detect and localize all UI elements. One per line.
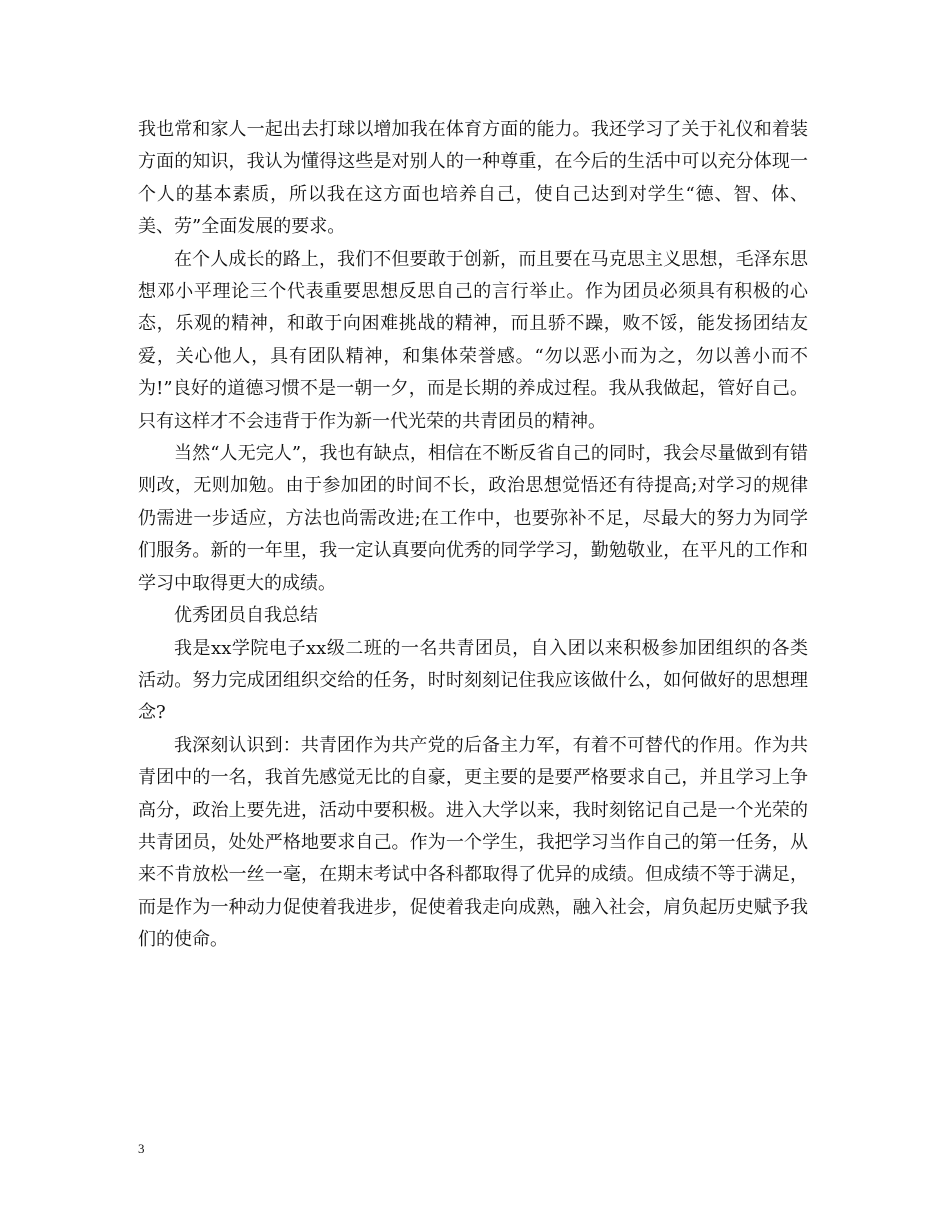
paragraph-shortcomings: 当然“人无完人”，我也有缺点，相信在不断反省自己的同时，我会尽量做到有错则改，无则加勉。由于参加团的时间不长，政治思想觉悟还有待提高;对学习的规律仍需进一步适应，方法也尚需改进;在工作中，也要弥补不足，尽最大的努力为同学们服务。新的一年里，我一定认真要向优秀的同学学习，勤勉敬业，在平凡的工作和学习中取得更大的成绩。 [138, 443, 808, 594]
page-number: 3 [138, 1141, 145, 1156]
paragraph-personal-growth: 在个人成长的路上，我们不但要敢于创新，而且要在马克思主义思想，毛泽东思想邓小平理论三个代表重要思想反思自己的言行举止。作为团员必须具有积极的心态，乐观的精神，和敢于向困难挑战的精神，而且骄不躁，败不馁，能发扬团结友爱，关心他人，具有团队精神，和集体荣誉感。“勿以恶小而为之，勿以善小而不为!”良好的道德习惯不是一朝一夕，而是长期的养成过程。我从我做起，管好自己。只有这样才不会违背于作为新一代光荣的共青团员的精神。 [138, 248, 808, 432]
document-body [138, 114, 808, 957]
paragraph-understanding: 我深刻认识到：共青团作为共产党的后备主力军，有着不可替代的作用。作为共青团中的一名，我首先感觉无比的自豪，更主要的是要严格要求自己，并且学习上争高分，政治上要先进，活动中要积极。进入大学以来，我时刻铭记自己是一个光荣的共青团员，处处严格地要求自己。作为一个学生，我把学习当作自己的第一任务，从来不肯放松一丝一毫，在期末考试中各科都取得了优异的成绩。但成绩不等于满足，而是作为一种动力促使着我进步，促使着我走向成熟，融入社会，肩负起历史赋予我们的使命。 [138, 734, 808, 951]
paragraph-introduction: 我是xx学院电子xx级二班的一名共青团员，自入团以来积极参加团组织的各类活动。努力完成团组织交给的任务，时时刻刻记住我应该做什么，如何做好的思想理念? [138, 637, 808, 724]
paragraph-continuation: 我也常和家人一起出去打球以增加我在体育方面的能力。我还学习了关于礼仪和着装方面的知识，我认为懂得这些是对别人的一种尊重，在今后的生活中可以充分体现一个人的基本素质，所以我在这方面也培养自己，使自己达到对学生“德、智、体、美、劳”全面发展的要求。 [138, 119, 808, 238]
section-heading: 优秀团员自我总结 [174, 605, 318, 627]
